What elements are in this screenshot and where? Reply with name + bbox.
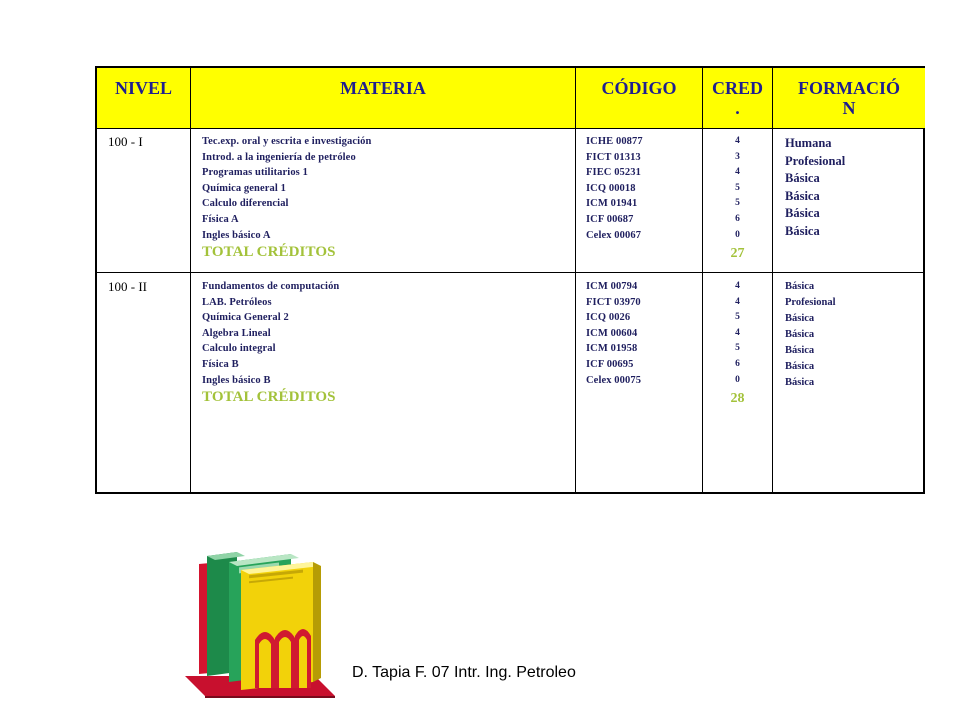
- row-divider: [97, 128, 923, 129]
- formacion-item: Básica: [785, 377, 815, 388]
- materia-item: Introd. a la ingeniería de petróleo: [202, 151, 356, 163]
- materia-item: Algebra Lineal: [202, 327, 271, 339]
- row1-materias: [202, 134, 371, 261]
- header-band-materia: [191, 68, 575, 128]
- formacion-item: Profesional: [785, 297, 836, 308]
- header-codigo: CÓDIGO: [601, 78, 677, 98]
- materia-item: LAB. Petróleos: [202, 296, 272, 308]
- credito-item: 4: [735, 167, 740, 178]
- materia-item: Tec.exp. oral y escrita e investigación: [202, 136, 372, 147]
- row1-formacion: [785, 135, 845, 240]
- row2-materias: [202, 279, 339, 406]
- materia-item: Física B: [202, 358, 239, 370]
- column-divider: [772, 68, 773, 492]
- materia-item: Química general 1: [202, 182, 286, 194]
- formacion-item: Básica: [785, 206, 820, 220]
- codigo-item: ICF 00695: [586, 358, 634, 370]
- materia-item: Calculo integral: [202, 343, 276, 355]
- credito-item: 4: [735, 327, 740, 338]
- column-divider: [190, 68, 191, 492]
- row2-creditos: [703, 279, 772, 407]
- credito-item: 0: [735, 229, 740, 240]
- row-divider: [97, 272, 923, 273]
- codigo-item: ICHE 00877: [586, 136, 643, 147]
- credito-item: 6: [735, 213, 740, 224]
- footer-text: D. Tapia F. 07 Intr. Ing. Petroleo: [352, 664, 576, 681]
- total-creditos-value: 27: [730, 246, 745, 262]
- materia-item: Programas utilitarios 1: [202, 167, 308, 179]
- curriculum-table: [95, 66, 925, 494]
- credito-item: 6: [735, 358, 740, 369]
- codigo-item: ICQ 0026: [586, 312, 631, 324]
- header-formacion-line1: FORMACIÓ: [798, 78, 900, 98]
- credito-item: 0: [735, 374, 740, 385]
- formacion-item: Básica: [785, 345, 815, 356]
- codigo-item: ICM 01941: [586, 198, 638, 210]
- formacion-item: Básica: [785, 329, 815, 340]
- header-cred-line1: CRED: [711, 78, 763, 98]
- credito-item: 5: [735, 182, 740, 193]
- row1-nivel: 100 - I: [108, 134, 143, 149]
- codigo-item: ICF 00687: [586, 213, 634, 225]
- formacion-item: Básica: [785, 361, 815, 372]
- header-band-nivel: [97, 68, 190, 128]
- codigo-item: ICM 00794: [586, 281, 638, 292]
- header-cred: [703, 78, 772, 118]
- credito-item: 4: [735, 281, 740, 291]
- formacion-item: Básica: [785, 281, 815, 292]
- credito-item: 5: [735, 343, 740, 354]
- header-band-codigo: [576, 68, 702, 128]
- column-divider: [575, 68, 576, 492]
- formacion-item: Básica: [785, 188, 820, 203]
- row2-codigos: [586, 279, 641, 388]
- row1-codigos: [586, 134, 643, 243]
- codigo-item: Celex 00067: [586, 229, 642, 241]
- materia-item: Fundamentos de computación: [202, 281, 340, 292]
- row1-creditos: [703, 134, 772, 262]
- header-formacion: [773, 78, 925, 118]
- materia-item: Ingles básico B: [202, 374, 271, 386]
- credito-item: 4: [735, 136, 740, 146]
- codigo-item: FICT 01313: [586, 151, 641, 163]
- materia-item: Ingles básico A: [202, 229, 271, 241]
- formacion-item: Profesional: [785, 153, 846, 168]
- codigo-item: Celex 00075: [586, 374, 642, 386]
- materia-item: Química General 2: [202, 312, 289, 324]
- codigo-item: FIEC 05231: [586, 167, 641, 179]
- total-creditos-label: TOTAL CRÉDITOS: [202, 389, 336, 406]
- formacion-item: Básica: [785, 223, 820, 238]
- header-cred-line2: .: [735, 98, 740, 118]
- row2-nivel: 100 - II: [108, 279, 147, 294]
- header-materia: MATERIA: [340, 78, 426, 98]
- header-formacion-line2: N: [842, 98, 856, 118]
- credito-item: 5: [735, 312, 740, 323]
- materia-item: Calculo diferencial: [202, 198, 289, 210]
- header-nivel: NIVEL: [114, 78, 172, 98]
- credito-item: 5: [735, 198, 740, 209]
- codigo-item: ICQ 00018: [586, 182, 636, 194]
- formacion-item: Básica: [785, 313, 815, 324]
- total-creditos-value: 28: [730, 391, 745, 407]
- codigo-item: ICM 01958: [586, 343, 638, 355]
- credito-item: 3: [735, 151, 740, 162]
- formacion-item: Básica: [785, 171, 820, 185]
- codigo-item: ICM 00604: [586, 327, 638, 339]
- materia-item: Física A: [202, 213, 239, 225]
- credito-item: 4: [735, 296, 740, 307]
- total-creditos-label: TOTAL CRÉDITOS: [202, 244, 336, 261]
- codigo-item: FICT 03970: [586, 296, 641, 308]
- formacion-item: Humana: [785, 136, 832, 150]
- row2-formacion: [785, 279, 836, 391]
